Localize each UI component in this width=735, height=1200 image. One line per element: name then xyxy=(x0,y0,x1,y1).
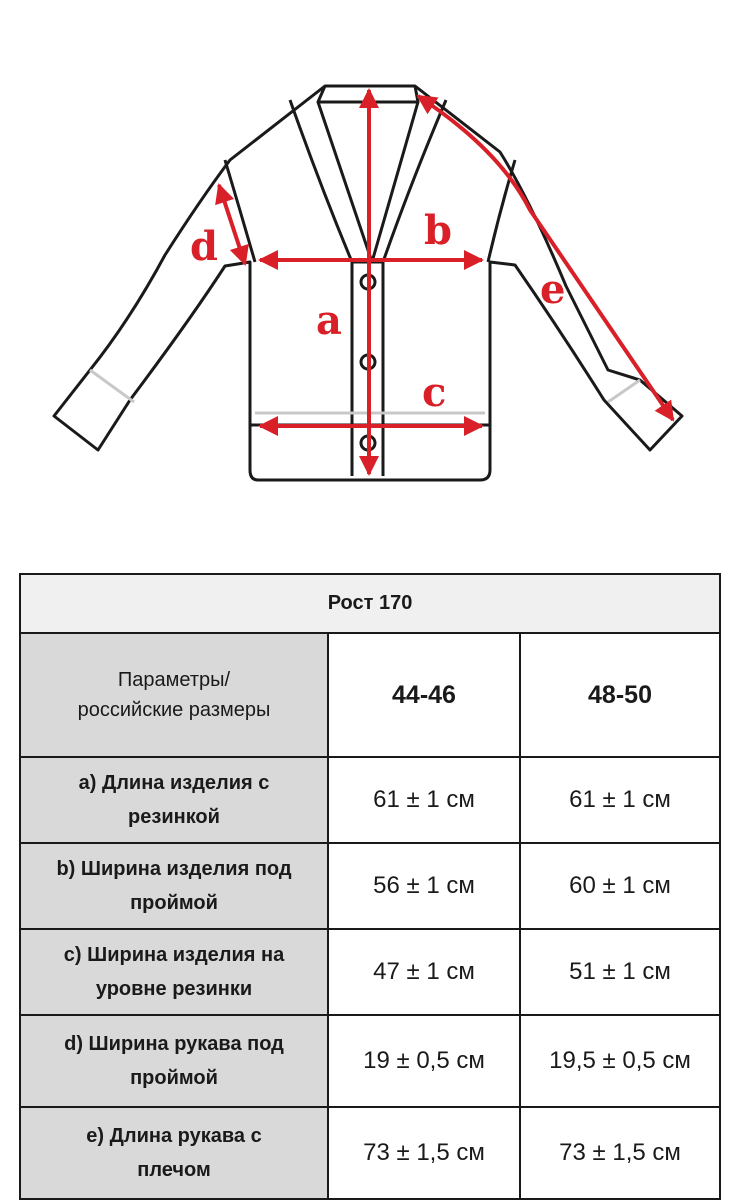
row-b-name xyxy=(20,843,328,929)
row-a-name-line-2: резинкой xyxy=(128,806,220,828)
table-row xyxy=(20,1015,720,1107)
size-header-1: 44-46 xyxy=(328,633,520,757)
row-b-name-line-1: b) Ширина изделия под xyxy=(56,858,292,880)
row-b-value-1: 56 ± 1 см xyxy=(328,843,520,929)
row-a-name-line-1: a) Длина изделия с xyxy=(78,772,270,794)
table-row xyxy=(20,843,720,929)
row-d-name-line-2: проймой xyxy=(130,1067,218,1089)
table-row xyxy=(20,757,720,843)
label-c: c xyxy=(422,369,447,416)
label-d: d xyxy=(190,223,218,270)
row-c-value-2: 51 ± 1 см xyxy=(520,929,720,1015)
row-e-name-line-1: e) Длина рукава с xyxy=(86,1125,262,1147)
table-title-row xyxy=(20,574,720,633)
row-c-value-1: 47 ± 1 см xyxy=(328,929,520,1015)
size-table xyxy=(19,573,721,1200)
row-e-value-2: 73 ± 1,5 см xyxy=(520,1107,720,1199)
row-c-name-line-1: c) Ширина изделия на xyxy=(63,944,285,966)
row-d-value-1: 19 ± 0,5 см xyxy=(328,1015,520,1107)
row-d-name xyxy=(20,1015,328,1107)
row-d-name-line-1: d) Ширина рукава под xyxy=(64,1033,284,1055)
row-d-value-2: 19,5 ± 0,5 см xyxy=(520,1015,720,1107)
row-b-name-line-2: проймой xyxy=(130,892,218,914)
size-header-2: 48-50 xyxy=(520,633,720,757)
params-header-line-2: российские размеры xyxy=(77,699,271,721)
label-b: b xyxy=(424,207,452,254)
cuff-lines xyxy=(90,370,640,413)
height-title: Рост 170 xyxy=(20,574,720,633)
table-row xyxy=(20,929,720,1015)
row-e-name xyxy=(20,1107,328,1199)
label-a: a xyxy=(316,297,342,344)
arrow-d xyxy=(219,185,245,264)
row-a-name xyxy=(20,757,328,843)
row-c-name-line-2: уровне резинки xyxy=(95,978,253,1000)
row-a-value-1: 61 ± 1 см xyxy=(328,757,520,843)
table-header-row xyxy=(20,633,720,757)
row-e-value-1: 73 ± 1,5 см xyxy=(328,1107,520,1199)
row-b-value-2: 60 ± 1 см xyxy=(520,843,720,929)
params-header xyxy=(20,633,328,757)
row-a-value-2: 61 ± 1 см xyxy=(520,757,720,843)
measurement-arrows xyxy=(219,90,673,474)
table-row xyxy=(20,1107,720,1199)
row-e-name-line-2: плечом xyxy=(137,1159,211,1181)
cardigan-measurement-diagram xyxy=(0,0,735,520)
row-c-name xyxy=(20,929,328,1015)
label-e: e xyxy=(540,266,566,313)
params-header-line-1: Параметры/ xyxy=(117,669,231,691)
